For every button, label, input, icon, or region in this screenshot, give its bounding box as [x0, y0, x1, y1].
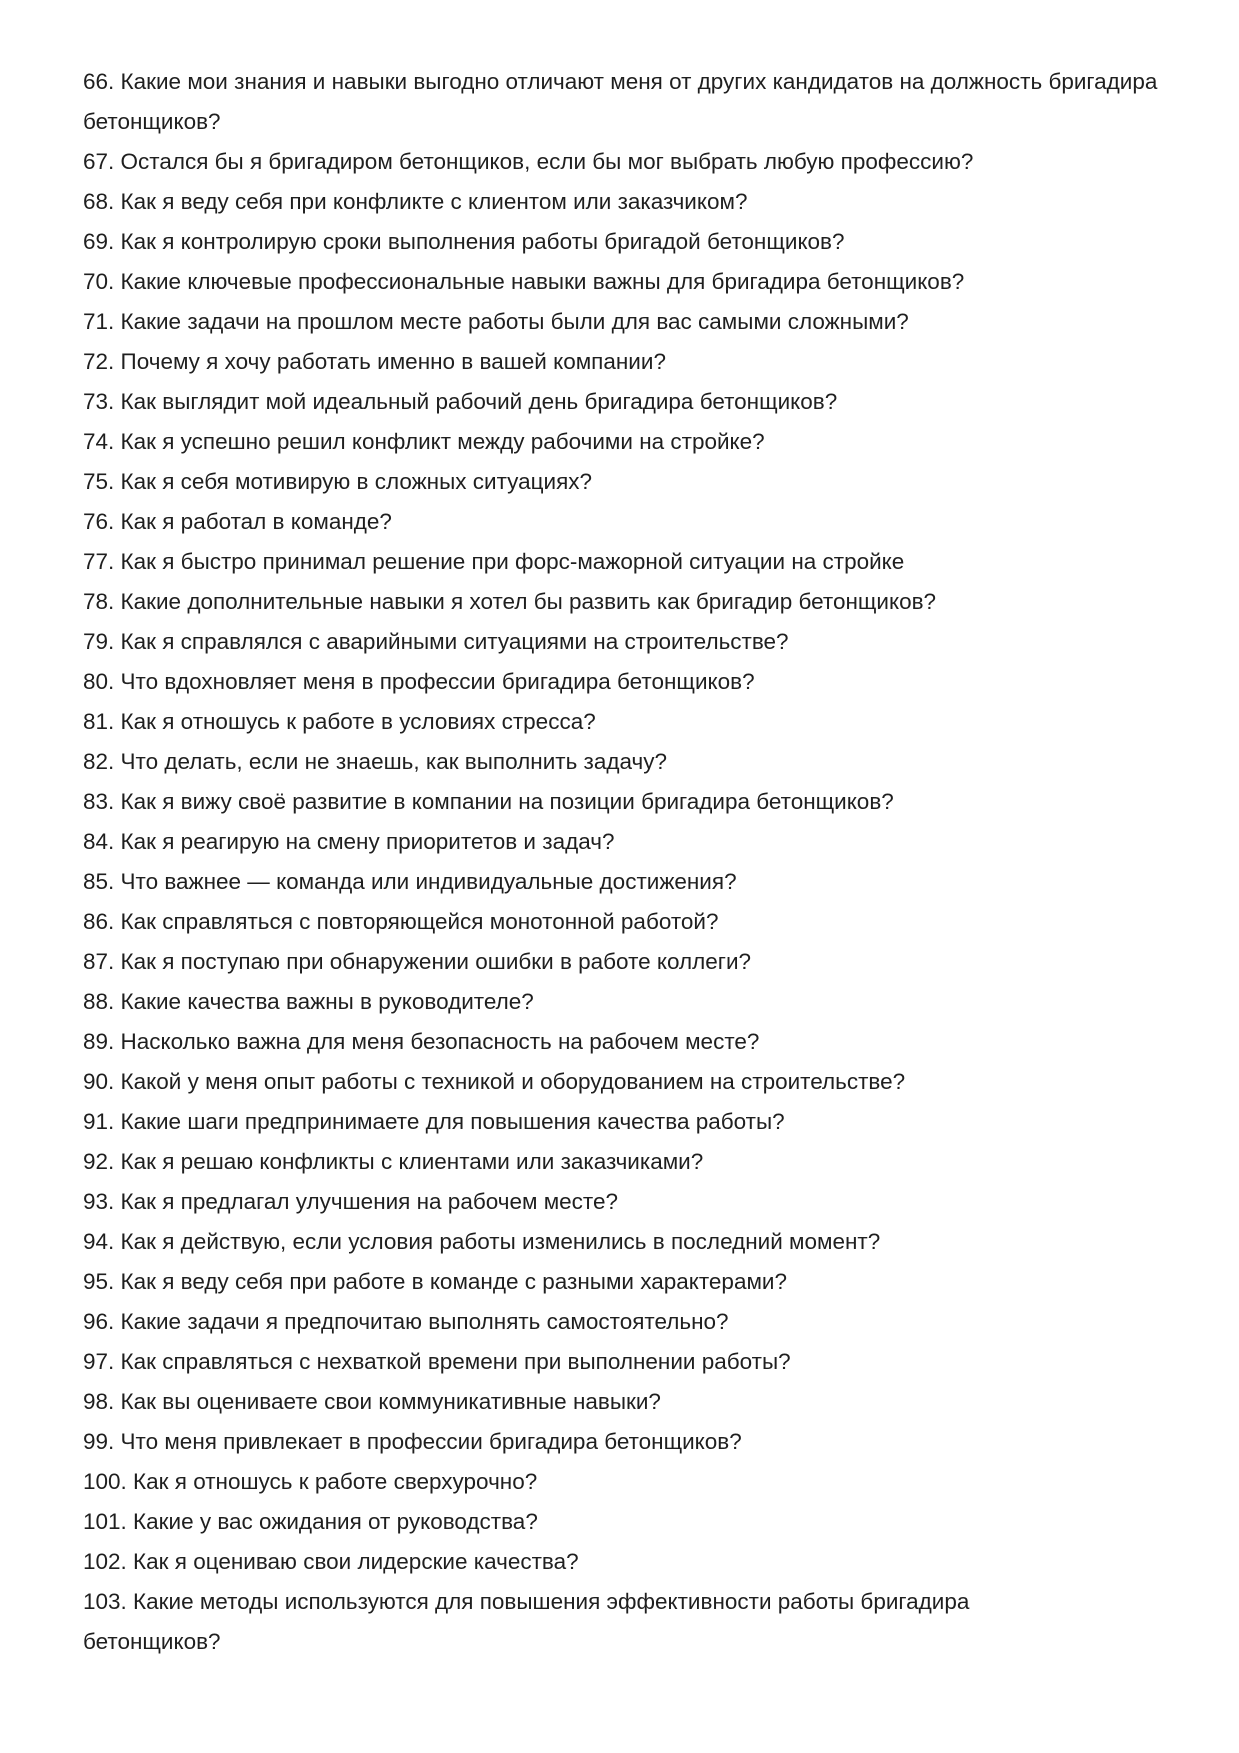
question-item: 91. Какие шаги предпринимаете для повышения качества работы?	[83, 1109, 785, 1134]
question-item: 99. Что меня привлекает в профессии бригадира бетонщиков?	[83, 1429, 742, 1454]
question-item: 85. Что важнее — команда или индивидуальные достижения?	[83, 869, 737, 894]
question-item: 77. Как я быстро принимал решение при форс-мажорной ситуации на стройке	[83, 549, 905, 574]
question-item: 75. Как я себя мотивирую в сложных ситуациях?	[83, 469, 593, 494]
question-item: 89. Насколько важна для меня безопасность на рабочем месте?	[83, 1029, 760, 1054]
question-item: 69. Как я контролирую сроки выполнения работы бригадой бетонщиков?	[83, 229, 845, 254]
question-item: 74. Как я успешно решил конфликт между рабочими на стройке?	[83, 429, 765, 454]
question-item: 82. Что делать, если не знаешь, как выполнить задачу?	[83, 749, 668, 774]
question-item: 98. Как вы оцениваете свои коммуникативные навыки?	[83, 1389, 661, 1414]
question-item: 92. Как я решаю конфликты с клиентами или заказчиками?	[83, 1149, 704, 1174]
question-item: 103. Какие методы используются для повышения эффективности работы бригадира бетонщиков?	[83, 1589, 970, 1654]
question-item: 100. Как я отношусь к работе сверхурочно?	[83, 1469, 538, 1494]
question-item: 93. Как я предлагал улучшения на рабочем месте?	[83, 1189, 619, 1214]
question-item: 81. Как я отношусь к работе в условиях стресса?	[83, 709, 596, 734]
question-item: 87. Как я поступаю при обнаружении ошибки в работе коллеги?	[83, 949, 752, 974]
question-item: 79. Как я справлялся с аварийными ситуациями на строительстве?	[83, 629, 789, 654]
question-item: 68. Как я веду себя при конфликте с клиентом или заказчиком?	[83, 189, 748, 214]
question-item: 97. Как справляться с нехваткой времени при выполнении работы?	[83, 1349, 791, 1374]
question-item: 83. Как я вижу своё развитие в компании на позиции бригадира бетонщиков?	[83, 789, 894, 814]
question-item: 76. Как я работал в команде?	[83, 509, 392, 534]
question-item: 95. Как я веду себя при работе в команде с разными характерами?	[83, 1269, 788, 1294]
question-item: 84. Как я реагирую на смену приоритетов и задач?	[83, 829, 615, 854]
question-item: 96. Какие задачи я предпочитаю выполнять самостоятельно?	[83, 1309, 729, 1334]
question-item: 88. Какие качества важны в руководителе?	[83, 989, 534, 1014]
question-item: 94. Как я действую, если условия работы изменились в последний момент?	[83, 1229, 881, 1254]
question-item: 73. Как выглядит мой идеальный рабочий день бригадира бетонщиков?	[83, 389, 838, 414]
question-item: 70. Какие ключевые профессиональные навыки важны для бригадира бетонщиков?	[83, 269, 965, 294]
question-item: 101. Какие у вас ожидания от руководства?	[83, 1509, 538, 1534]
question-item: 86. Как справляться с повторяющейся монотонной работой?	[83, 909, 719, 934]
question-item: 102. Как я оцениваю свои лидерские качества?	[83, 1549, 579, 1574]
question-item: 72. Почему я хочу работать именно в вашей компании?	[83, 349, 666, 374]
question-item: 67. Остался бы я бригадиром бетонщиков, если бы мог выбрать любую профессию?	[83, 149, 974, 174]
question-item: 90. Какой у меня опыт работы с техникой и оборудованием на строительстве?	[83, 1069, 906, 1094]
question-list	[83, 62, 1178, 1662]
question-item: 66. Какие мои знания и навыки выгодно отличают меня от других кандидатов на должность бригадира бетонщиков?	[83, 69, 1158, 134]
question-item: 80. Что вдохновляет меня в профессии бригадира бетонщиков?	[83, 669, 755, 694]
question-item: 71. Какие задачи на прошлом месте работы были для вас самыми сложными?	[83, 309, 909, 334]
question-item: 78. Какие дополнительные навыки я хотел бы развить как бригадир бетонщиков?	[83, 589, 937, 614]
